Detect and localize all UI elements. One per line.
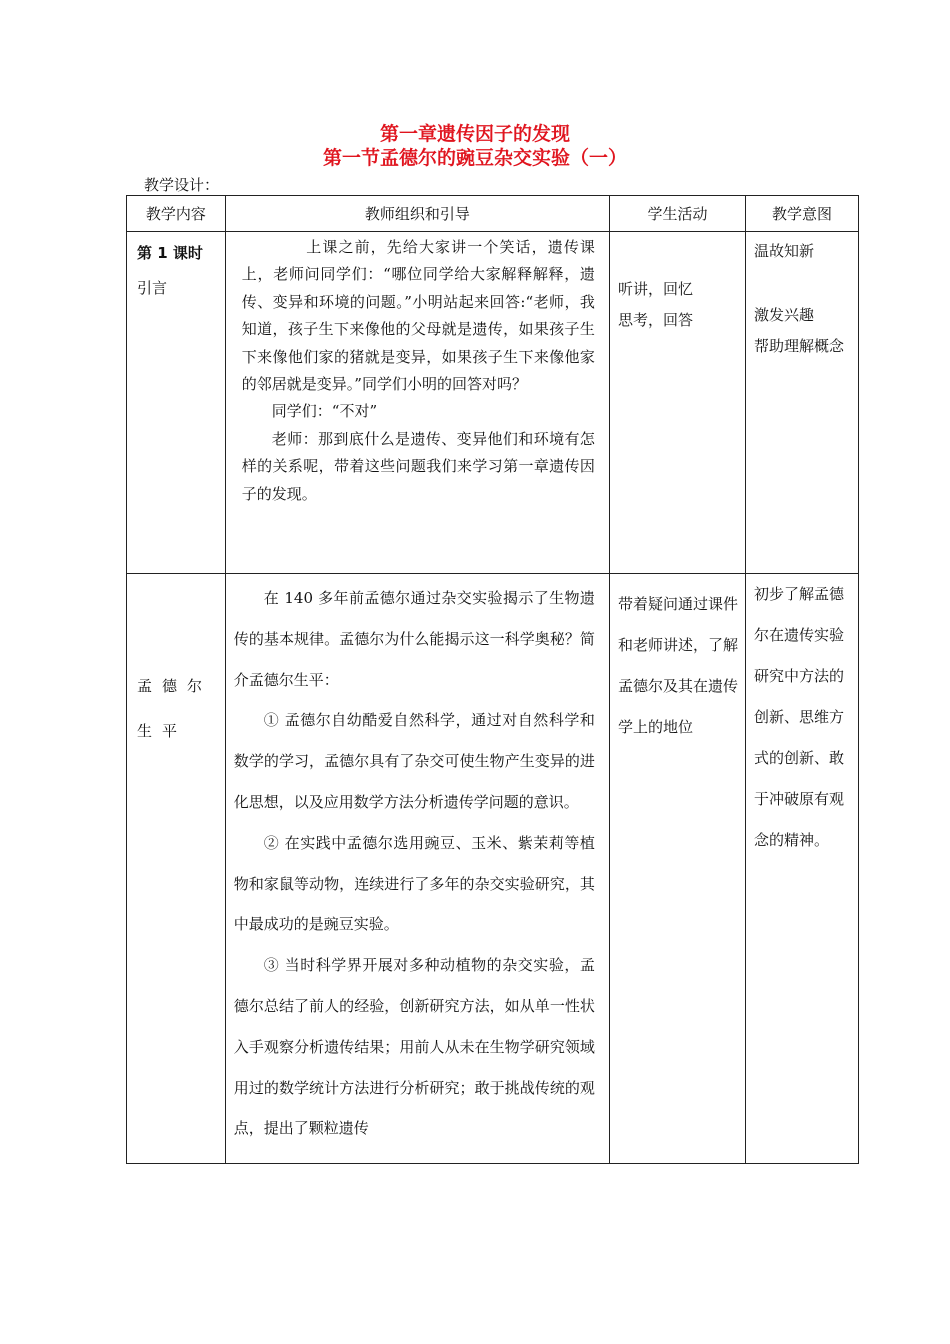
teacher-cell [225,574,609,1164]
chapter-title: 第一章遗传因子的发现 [379,123,570,145]
aim-item: 激发兴趣 [754,306,815,324]
student-activity: 带着疑问通过课件和老师讲述，了解孟德尔及其在遗传学上的地位 [617,595,738,736]
header-content: 教学内容 [127,196,226,232]
aim-cell [746,574,859,1164]
teacher-paragraph: ③ 当时科学界开展对多种动植物的杂交实验，孟德尔总结了前人的经验，创新研究方法，如从单一性状入手观察分析遗传结果；用前人从未在生物学研究领域用过的数学统计方法进行分析研究；敢于挑战传统的观点，提出了颗粒遗传 [233,956,595,1138]
teacher-paragraph: ② 在实践中孟德尔选用豌豆、玉米、紫茉莉等植物和家鼠等动物，连续进行了多年的杂交实验研究，其中最成功的是豌豆实验。 [233,833,595,934]
teacher-cell [225,232,609,574]
teacher-paragraph: 老师：那到底什么是遗传、变异他们和环境有怎样的关系呢，带着这些问题我们来学习第一章遗传因子的发现。 [241,429,595,503]
teacher-paragraph: 上课之前，先给大家讲一个笑话，遗传课上，老师问同学们：“哪位同学给大家解释解释，遗传、变异和环境的问题。”小明站起来回答:“老师，我知道，孩子生下来像他的父母就是遗传，如果孩子生下来像他们家的猪就是变异，如果孩子生下来像他家的邻居就是变异。”同学们小明的回答对吗？ [241,238,595,394]
header-aim: 教学意图 [746,196,859,232]
header-teacher: 教师组织和引导 [225,196,609,232]
aim-item: 初步了解孟德尔在遗传实验研究中方法的创新、思维方式的创新、敢于冲破原有观念的精神。 [754,585,845,849]
table-row [127,232,859,574]
aim-cell [746,232,859,574]
table-row [127,574,859,1164]
student-cell [609,574,745,1164]
teacher-paragraph: ① 孟德尔自幼酷爱自然科学，通过对自然科学和数学的学习，孟德尔具有了杂交可使生物产生变异的进化思想，以及应用数学方法分析遗传学问题的意识。 [233,711,595,811]
topic-cell [127,574,226,1164]
teacher-paragraph: 同学们：“不对” [271,402,378,421]
student-activity: 思考，回答 [617,311,693,329]
header-row [127,196,859,232]
lesson-plan-table [126,195,859,1164]
teacher-paragraph: 在 140 多年前孟德尔通过杂交实验揭示了生物遗传的基本规律。孟德尔为什么能揭示这一科学奥秘？简介孟德尔生平： [233,589,595,689]
topic-cell [127,232,226,574]
lesson-number: 第 1 课时 [137,244,203,262]
student-activity: 听讲，回忆 [617,280,693,298]
header-student: 学生活动 [609,196,745,232]
aim-item: 帮助理解概念 [754,337,845,355]
design-label: 教学设计： [144,176,220,194]
topic-label: 引言 [137,279,168,297]
topic-label: 孟德尔生平 [137,677,213,740]
student-cell [609,232,745,574]
section-title: 第一节孟德尔的豌豆杂交实验（一） [322,147,627,169]
aim-item: 温故知新 [754,242,815,260]
